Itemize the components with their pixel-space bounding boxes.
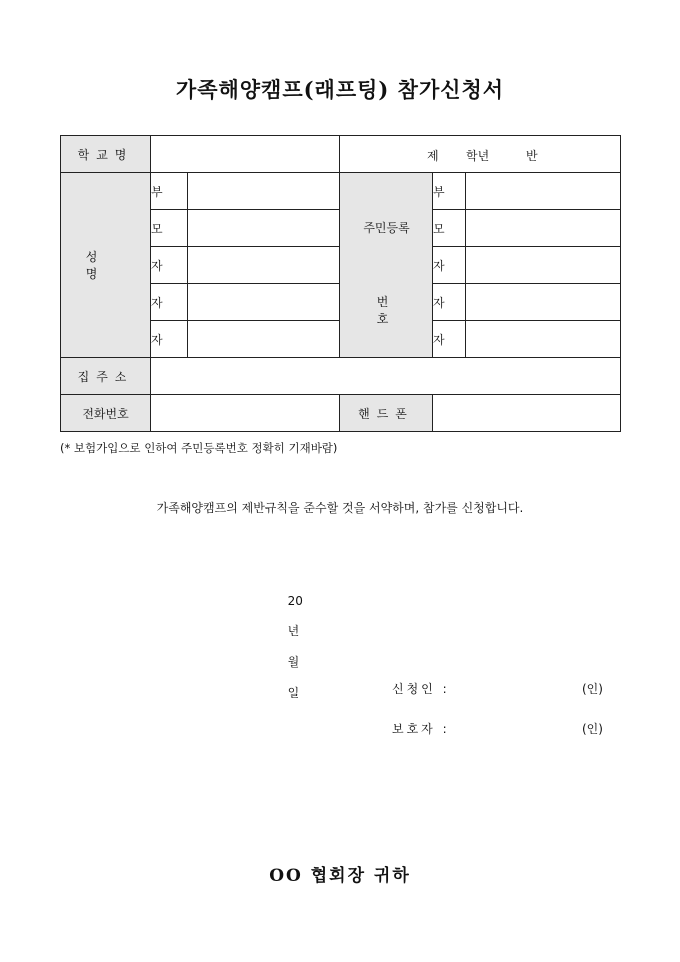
name-label: 성 명 bbox=[61, 173, 151, 358]
rrn-field-child-1[interactable] bbox=[466, 247, 621, 284]
guardian-label: 보호자 : bbox=[392, 722, 450, 736]
rrn-field-child-3[interactable] bbox=[466, 321, 621, 358]
relation-label: 부 bbox=[433, 173, 466, 210]
grade-unit: 학년 bbox=[466, 149, 490, 163]
name-field-father[interactable] bbox=[188, 173, 340, 210]
date-year[interactable]: 20 bbox=[287, 594, 303, 608]
relation-label: 모 bbox=[151, 210, 188, 247]
relation-label: 자 bbox=[151, 284, 188, 321]
relation-label: 부 bbox=[151, 173, 188, 210]
relation-label: 모 bbox=[433, 210, 466, 247]
pledge-text: 가족해양캠프의 제반규칙을 준수할 것을 서약하며, 참가를 신청합니다. bbox=[156, 501, 524, 515]
document-title: 가족해양캠프(래프팅) 참가신청서 bbox=[175, 77, 505, 102]
rrn-field-father[interactable] bbox=[466, 173, 621, 210]
address-row bbox=[61, 358, 621, 395]
school-name-field[interactable] bbox=[151, 136, 340, 173]
application-form-table bbox=[60, 135, 621, 432]
applicant-seal: (인) bbox=[582, 682, 603, 696]
name-field-child-3[interactable] bbox=[188, 321, 340, 358]
date-day-unit: 일 bbox=[287, 686, 300, 700]
rrn-label-line2: 번 호 bbox=[376, 295, 417, 326]
insurance-note: (* 보험가입으로 인하여 주민등록번호 정확히 기재바람) bbox=[60, 441, 338, 455]
phone-label: 전화번호 bbox=[61, 395, 151, 432]
relation-label: 자 bbox=[151, 321, 188, 358]
rrn-field-child-2[interactable] bbox=[466, 284, 621, 321]
date-year-unit: 년 bbox=[287, 624, 300, 638]
address-label: 집주소 bbox=[61, 358, 151, 395]
phone-field[interactable] bbox=[151, 395, 340, 432]
school-row bbox=[61, 136, 621, 173]
school-label: 학교명 bbox=[61, 136, 151, 173]
date-month-unit: 월 bbox=[287, 655, 300, 669]
relation-label: 자 bbox=[433, 284, 466, 321]
mobile-field[interactable] bbox=[433, 395, 621, 432]
relation-label: 자 bbox=[433, 247, 466, 284]
name-field-mother[interactable] bbox=[188, 210, 340, 247]
rrn-field-mother[interactable] bbox=[466, 210, 621, 247]
relation-label: 자 bbox=[433, 321, 466, 358]
grade-prefix: 제 bbox=[427, 149, 439, 163]
applicant-label: 신청인 : bbox=[392, 682, 450, 696]
relation-label: 자 bbox=[151, 247, 188, 284]
address-field[interactable] bbox=[151, 358, 621, 395]
grade-class-field[interactable] bbox=[340, 136, 621, 173]
rrn-label bbox=[340, 173, 433, 358]
phone-row bbox=[61, 395, 621, 432]
date-line bbox=[280, 580, 310, 701]
rrn-label-line1: 주민등록 bbox=[363, 221, 410, 235]
name-field-child-2[interactable] bbox=[188, 284, 340, 321]
mobile-label: 핸드폰 bbox=[340, 395, 433, 432]
class-unit: 반 bbox=[526, 149, 538, 163]
name-field-child-1[interactable] bbox=[188, 247, 340, 284]
member-row-1 bbox=[61, 173, 621, 210]
addressee: OO 협회장 귀하 bbox=[269, 866, 411, 886]
guardian-seal: (인) bbox=[582, 722, 603, 736]
